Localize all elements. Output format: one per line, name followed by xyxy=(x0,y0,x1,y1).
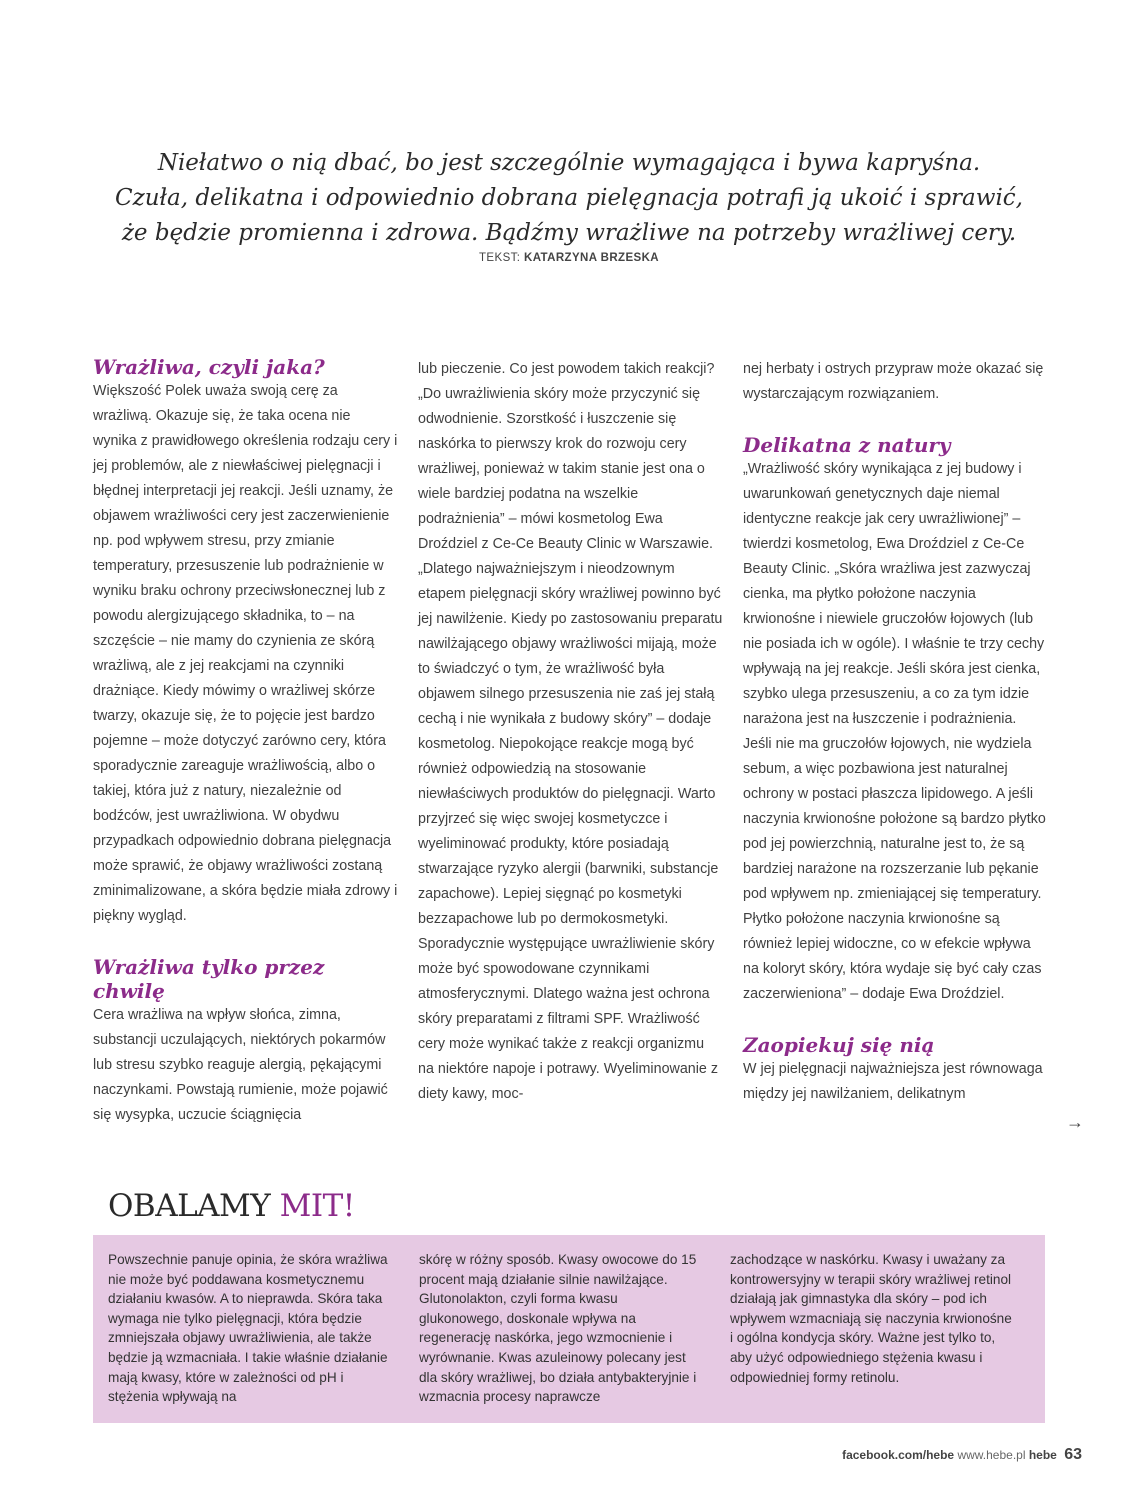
paragraph-4: nej herbaty i ostrych przypraw może okazać się wystarczającym rozwiązaniem. xyxy=(743,361,1044,402)
footer-facebook-link[interactable]: facebook.com/hebe xyxy=(842,1448,955,1462)
myth-title-accent: MIT! xyxy=(279,1188,355,1224)
section-heading-delikatna-z-natury: Delikatna z natury xyxy=(743,433,951,457)
page-number: 63 xyxy=(1064,1446,1082,1463)
myth-text-3: zachodzące w naskórku. Kwasy i uważany za kontrowersyjny w terapii skóry wrażliwej retinol działają jak gimnastyka dla skóry – pod ich wpływem wzmacniają się naczynia krwionośne i ogólna kondycja skóry. Ważne jest tylko to, aby użyć odpowiedniego stężenia kwasu i odpowiedniej formy retinolu. xyxy=(730,1252,1012,1385)
myth-title-main: OBALAMY xyxy=(108,1188,271,1224)
footer-brand: hebe xyxy=(1028,1448,1057,1462)
myth-column-3 xyxy=(730,1250,1015,1387)
footer-website-link[interactable]: www.hebe.pl xyxy=(957,1448,1026,1462)
intro-line-1: Niełatwo o nią dbać, bo jest szczególnie wymagająca i bywa kapryśna. xyxy=(157,150,981,176)
paragraph-6: W jej pielęgnacji najważniejsza jest równowaga między jej nawilżaniem, delikatnym xyxy=(743,1061,1043,1102)
article-column-3 xyxy=(743,357,1048,1107)
article-column-1 xyxy=(93,355,398,1128)
continue-arrow-icon: → xyxy=(1066,1112,1084,1132)
page-footer xyxy=(842,1446,1082,1464)
credit-label: TEKST: xyxy=(479,252,521,264)
paragraph-1: Większość Polek uważa swoją cerę za wrażliwą. Okazuje się, że taka ocena nie wynika z prawidłowego określenia rodzaju cery i jej problemów, ale z niewłaściwej pielęgnacji i błędnej interpretacji jej reakcji. Jeśli uznamy, że objawem wrażliwości cery jest zaczerwienienie np. pod wpływem stresu, przy zmianie temperatury, przesuszenie lub podrażnienie w wyniku braku ochrony przeciwsłonecznej lub z powodu alergizującego składnika, to – na szczęście – nie mamy do czynienia ze skórą wrażliwą, ale z jej reakcjami na czynniki drażniące. Kiedy mówimy o wrażliwej skórze twarzy, okazuje się, że to pojęcie jest bardzo pojemne – może dotyczyć zarówno cery, która sporadycznie zareaguje wrażliwością, albo o takiej, która już z natury, niezależnie od bodźców, jest uwrażliwiona. W obydwu przypadkach odpowiednio dobrana pielęgnacja może sprawić, że objawy wrażliwości zostaną zminimalizowane, a skóra będzie miała zdrowy i piękny wygląd. xyxy=(93,383,398,924)
paragraph-5: „Wrażliwość skóry wynikająca z jej budowy i uwarunkowań genetycznych daje niemal identyczne reakcje jak cery uwrażliwionej” – twierdzi kosmetolog, Ewa Droździel z Ce-Ce Beauty Clinic. „Skóra wrażliwa jest zazwyczaj cienka, ma płytko położone naczynia krwionośne i niewiele gruczołów łojowych (lub nie posiada ich w ogóle). I właśnie te trzy cechy wpływają na jej reakcje. Jeśli skóra jest cienka, szybko ulega przesuszeniu, a co za tym idzie narażona jest na łuszczenie i podrażnienia. Jeśli nie ma gruczołów łojowych, nie wydziela sebum, a więc pozbawiona jest naturalnej ochrony w postaci płaszcza lipidowego. A jeśli naczynia krwionośne położone są bardzo płytko pod jej powierzchnią, naturalne jest to, że są bardziej narażone na rozszerzanie lub pękanie pod wpływem np. zmieniającej się temperatury. Płytko położone naczynia krwionośne są również lepiej widoczne, co w efekcie wpływa na koloryt skóry, która wydaje się być cały czas zaczerwieniona” – dodaje Ewa Droździel. xyxy=(743,461,1046,1002)
paragraph-3: lub pieczenie. Co jest powodem takich reakcji? „Do uwrażliwienia skóry może przyczynić się odwodnienie. Szorstkość i łuszczenie się naskórka to pierwszy krok do rozwoju cery wrażliwej, ponieważ w takim stanie jest ona o wiele bardziej podatna na wszelkie podrażnienia” – mówi kosmetolog Ewa Droździel z Ce-Ce Beauty Clinic w Warszawie. „Dlatego najważniejszym i nieodzownym etapem pielęgnacji skóry wrażliwej powinno być jej nawilżenie. Kiedy po zastosowaniu preparatu nawilżającego objawy wrażliwości mijają, może to świadczyć o tym, że wrażliwość była objawem silnego przesuszenia nie zaś jej stałą cechą i nie wynikała z budowy skóry” – dodaje kosmetolog. Niepokojące reakcje mogą być również odpowiedzią na stosowanie niewłaściwych produktów do pielęgnacji. Warto przyjrzeć się więc swojej kosmetyczce i wyeliminować produkty, które posiadają stwarzające ryzyko alergii (barwniki, substancje zapachowe). Lepiej sięgnąć po kosmetyki bezzapachowe lub po dermokosmetyki. Sporadycznie występujące uwrażliwienie skóry może być spowodowane czynnikami atmosferycznymi. Dlatego ważna jest ochrona skóry preparatami z filtrami SPF. Wrażliwość cery może wynikać także z reakcji organizmu na niektóre napoje i potrawy. Wyeliminowanie z diety kawy, moc- xyxy=(418,361,723,1102)
myth-text-1: Powszechnie panuje opinia, że skóra wrażliwa nie może być poddawana kosmetycznemu działaniu kwasów. A to nieprawda. Skóra taka wymaga nie tylko pielęgnacji, która będzie zmniejszała objawy uwrażliwienia, ale także będzie ją wzmacniała. I takie właśnie działanie mają kwasy, które w zależności od pH i stężenia wpływają na xyxy=(108,1252,388,1405)
section-heading-wrazliwa-czyli-jaka: Wrażliwa, czyli jaka? xyxy=(93,355,325,379)
intro-line-2: Czuła, delikatna i odpowiednio dobrana pielęgnacja potrafi ją ukoić i sprawić, xyxy=(115,185,1023,211)
myth-text-2: skórę w różny sposób. Kwasy owocowe do 15 procent mają działanie silnie nawilżające. Glutonolakton, czyli forma kwasu glukonowego, doskonale wpływa na regenerację naskórka, jego wzmocnienie i wyrównanie. Kwas azuleinowy polecany jest dla skóry wrażliwej, bo działa antybakteryjnie i wzmacnia procesy naprawcze xyxy=(419,1252,697,1405)
myth-column-2 xyxy=(419,1250,704,1407)
article-column-2 xyxy=(418,357,723,1107)
myth-column-1 xyxy=(108,1250,393,1407)
intro-line-3: że będzie promienna i zdrowa. Bądźmy wrażliwe na potrzeby wrażliwej cery. xyxy=(121,220,1017,246)
credit-author: KATARZYNA BRZESKA xyxy=(524,252,659,264)
myth-title xyxy=(108,1188,355,1224)
section-heading-zaopiekuj-sie-nia: Zaopiekuj się nią xyxy=(743,1033,935,1057)
intro-lead xyxy=(100,146,1038,251)
section-heading-wrazliwa-tylko-przez-chwile: Wrażliwa tylko przez chwilę xyxy=(93,955,325,1003)
paragraph-2: Cera wrażliwa na wpływ słońca, zimna, substancji uczulających, niektórych pokarmów lub stresu szybko reaguje alergią, pękającymi naczynkami. Powstają rumienie, może pojawić się wysypka, uczucie ściągnięcia xyxy=(93,1007,388,1123)
author-credit xyxy=(100,252,1038,264)
